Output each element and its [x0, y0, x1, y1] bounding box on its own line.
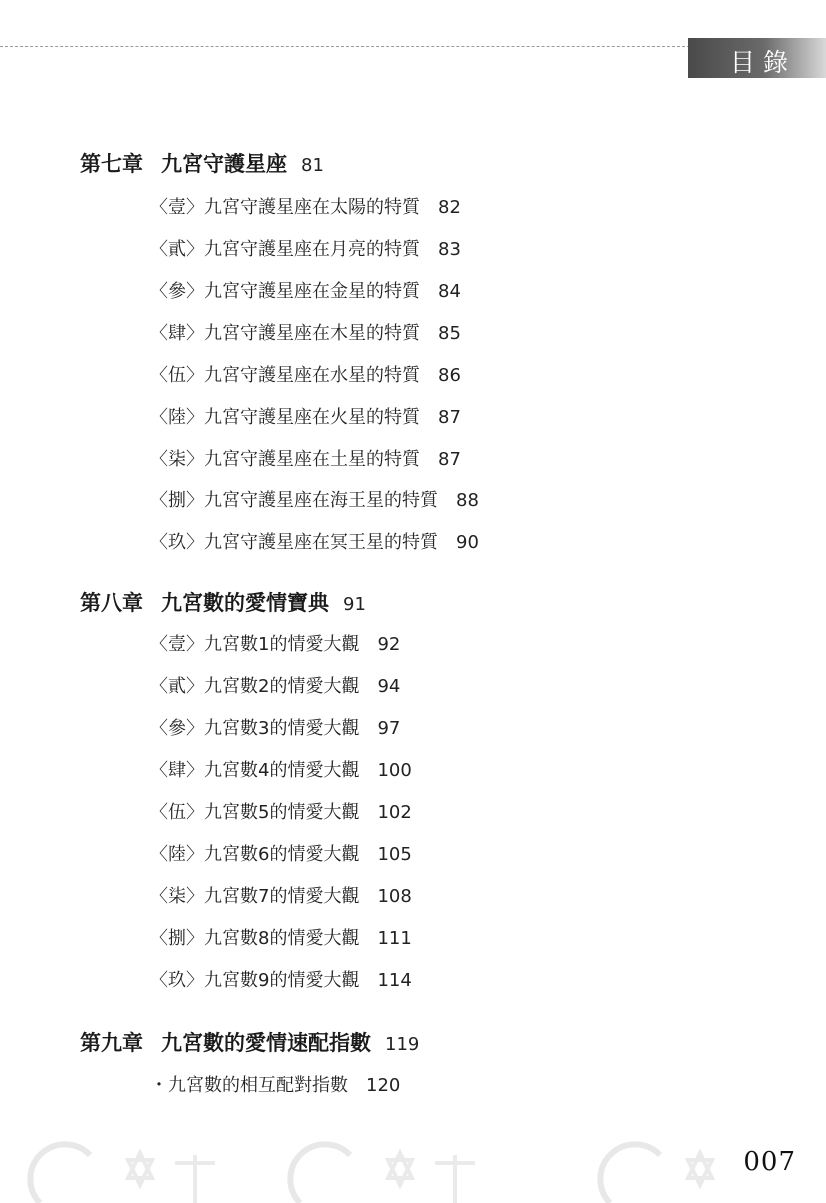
chapter-heading[interactable]: [80, 587, 366, 617]
toc-entry[interactable]: [150, 798, 412, 824]
toc-entry[interactable]: [150, 630, 400, 656]
toc-entry[interactable]: [150, 1071, 400, 1097]
entry-label: 〈貳〉九宮守護星座在月亮的特質: [150, 239, 420, 260]
entry-label: 〈參〉九宮數3的情愛大觀: [150, 718, 360, 739]
chapter-title: 九宮守護星座: [161, 152, 287, 176]
entry-label: 〈肆〉九宮守護星座在木星的特質: [150, 323, 420, 344]
entry-page: 108: [377, 886, 412, 907]
toc-entry[interactable]: [150, 319, 461, 345]
entry-label: 〈玖〉九宮數9的情愛大觀: [150, 970, 360, 991]
entry-page: 105: [377, 844, 412, 865]
entry-page: 90: [456, 532, 479, 553]
entry-label: 〈肆〉九宮數4的情愛大觀: [150, 760, 360, 781]
header-rule: [0, 46, 690, 47]
toc-entry[interactable]: [150, 756, 412, 782]
toc-entry[interactable]: [150, 486, 479, 512]
entry-label: 〈捌〉九宮數8的情愛大觀: [150, 928, 360, 949]
chapter-page: 91: [343, 594, 366, 615]
cross-icon: [435, 1155, 475, 1203]
entry-label: 〈伍〉九宮數5的情愛大觀: [150, 802, 360, 823]
entry-page: 83: [438, 239, 461, 260]
entry-page: 92: [377, 634, 401, 655]
entry-page: 102: [377, 802, 412, 823]
entry-label: 〈陸〉九宮守護星座在火星的特質: [150, 407, 420, 428]
entry-page: 86: [438, 365, 461, 386]
entry-page: 97: [377, 718, 401, 739]
toc-entry[interactable]: [150, 235, 461, 261]
entry-label: 〈柒〉九宮守護星座在土星的特質: [150, 449, 420, 470]
entry-label: 〈陸〉九宮數6的情愛大觀: [150, 844, 360, 865]
chapter-heading[interactable]: [80, 1027, 419, 1057]
toc-entry[interactable]: [150, 966, 412, 992]
chapter-number: 第九章: [80, 1031, 143, 1055]
toc-entry[interactable]: [150, 528, 479, 554]
chapter-title: 九宮數的愛情寶典: [161, 591, 329, 615]
toc-entry[interactable]: [150, 672, 400, 698]
entry-page: 94: [377, 676, 401, 697]
crescent-icon: [30, 1144, 90, 1203]
chapter-page: 81: [301, 155, 324, 176]
entry-label: 〈伍〉九宮守護星座在水星的特質: [150, 365, 420, 386]
entry-label: 〈壹〉九宮數1的情愛大觀: [150, 634, 360, 655]
section-tab: [688, 38, 826, 78]
toc-entry[interactable]: [150, 445, 461, 471]
toc-entry[interactable]: [150, 193, 461, 219]
entry-page: 87: [438, 449, 461, 470]
footer-ornament: [0, 1133, 826, 1203]
entry-page: 111: [377, 928, 412, 949]
entry-label: 〈貳〉九宮數2的情愛大觀: [150, 676, 360, 697]
entry-page: 120: [366, 1075, 401, 1096]
entry-label: 〈參〉九宮守護星座在金星的特質: [150, 281, 420, 302]
toc-entry[interactable]: [150, 924, 412, 950]
entry-page: 82: [438, 197, 461, 218]
entry-page: 114: [377, 970, 412, 991]
entry-page: 88: [456, 490, 479, 511]
entry-label: 〈壹〉九宮守護星座在太陽的特質: [150, 197, 420, 218]
chapter-heading[interactable]: [80, 148, 324, 178]
crescent-icon: [290, 1144, 350, 1203]
chapter-title: 九宮數的愛情速配指數: [161, 1031, 371, 1055]
toc-entry[interactable]: [150, 403, 461, 429]
crescent-icon: [600, 1144, 660, 1203]
toc-entry[interactable]: [150, 277, 461, 303]
chapter-number: 第八章: [80, 591, 143, 615]
entry-label: ・九宮數的相互配對指數: [150, 1075, 348, 1096]
entry-label: 〈捌〉九宮守護星座在海王星的特質: [150, 490, 438, 511]
entry-label: 〈柒〉九宮數7的情愛大觀: [150, 886, 360, 907]
entry-page: 84: [438, 281, 461, 302]
section-label: 目錄: [730, 48, 797, 77]
cross-icon: [175, 1155, 215, 1203]
toc-entry[interactable]: [150, 882, 412, 908]
chapter-number: 第七章: [80, 152, 143, 176]
chapter-page: 119: [385, 1034, 420, 1055]
toc-entry[interactable]: [150, 714, 400, 740]
page-number: 007: [743, 1147, 796, 1177]
entry-page: 85: [438, 323, 461, 344]
entry-page: 87: [438, 407, 461, 428]
toc-entry[interactable]: [150, 361, 461, 387]
toc-entry[interactable]: [150, 840, 412, 866]
entry-label: 〈玖〉九宮守護星座在冥王星的特質: [150, 532, 438, 553]
entry-page: 100: [377, 760, 412, 781]
